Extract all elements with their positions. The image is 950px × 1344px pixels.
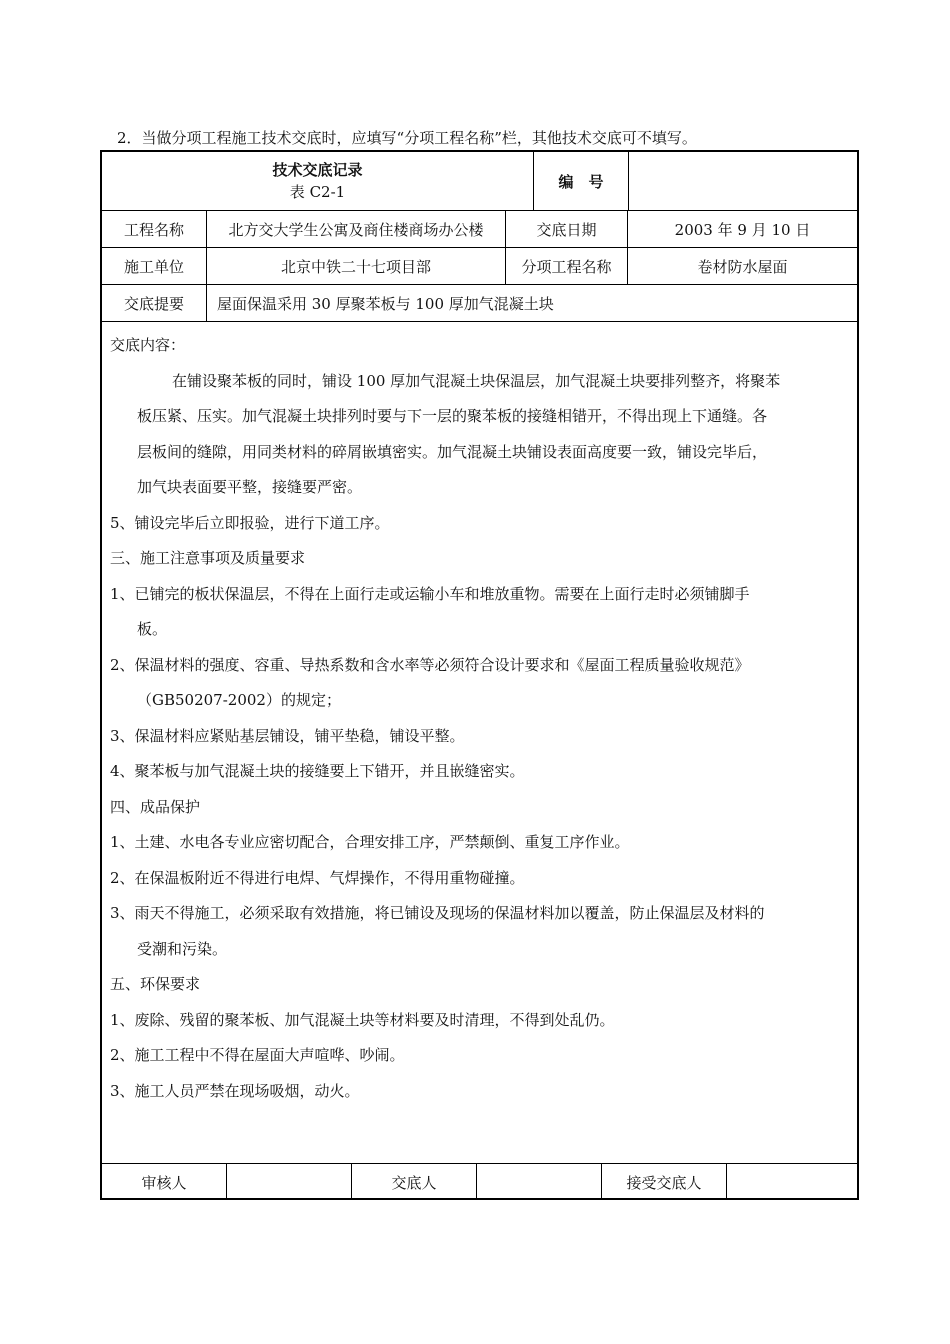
section-3-item: 3、保温材料应紧贴基层铺设，铺平垫稳，铺设平整。: [110, 726, 465, 745]
project-name-label: 工程名称: [123, 220, 184, 239]
date-value[interactable]: 2003 年 9 月 10 日: [674, 220, 811, 239]
form-title: 技术交底记录: [272, 161, 363, 179]
unit-label: 施工单位: [123, 257, 184, 276]
section-5-heading: 五、环保要求: [110, 975, 201, 993]
receiver-field[interactable]: [727, 1164, 857, 1200]
unit-value[interactable]: 北京中铁二十七项目部: [280, 257, 431, 276]
summary-value[interactable]: 屋面保温采用 30 厚聚苯板与 100 厚加气混凝土块: [217, 294, 554, 313]
number-label: 编 号: [558, 172, 604, 191]
section-4-item-cont: 受潮和污染。: [137, 939, 228, 958]
sub-project-value[interactable]: 卷材防水屋面: [697, 257, 788, 276]
section-4-item: 3、雨天不得施工，必须采取有效措施，将已铺设及现场的保温材料加以覆盖，防止保温层及材料的: [110, 904, 765, 922]
para1-line: 层板间的缝隙，用同类材料的碎屑嵌填密实。加气混凝土块铺设表面高度要一致，铺设完毕后，: [137, 442, 768, 461]
form-note: 2．当做分项工程施工技术交底时，应填写“分项工程名称”栏，其他技术交底可不填写。: [117, 129, 697, 147]
summary-label: 交底提要: [123, 294, 184, 313]
section-3-item-cont: （GB50207-2002）的规定；: [137, 691, 341, 709]
section-3-item: 4、聚苯板与加气混凝土块的接缝要上下错开，并且嵌缝密实。: [110, 762, 525, 780]
reviewer-field[interactable]: [227, 1164, 351, 1200]
para1-line: 在铺设聚苯板的同时，铺设 100 厚加气混凝土块保温层，加气混凝土块要排列整齐，将聚苯: [172, 371, 781, 390]
section-4-item: 2、在保温板附近不得进行电焊、气焊操作，不得用重物碰撞。: [110, 868, 525, 887]
section-3-item: 1、已铺完的板状保温层，不得在上面行走或运输小车和堆放重物。需要在上面行走时必须铺脚手: [110, 584, 750, 603]
sub-project-label: 分项工程名称: [521, 257, 612, 276]
discloser-label: 交底人: [391, 1173, 437, 1192]
disclosure-form: [100, 150, 859, 1200]
para1-line: 加气块表面要平整，接缝要严密。: [137, 478, 363, 496]
receiver-label: 接受交底人: [626, 1173, 702, 1192]
item-5: 5、铺设完毕后立即报验，进行下道工序。: [110, 513, 390, 532]
section-3-item: 2、保温材料的强度、容重、导热系数和含水率等必须符合设计要求和《屋面工程质量验收规范》: [110, 655, 750, 674]
section-4-item: 1、土建、水电各专业应密切配合，合理安排工序，严禁颠倒、重复工序作业。: [110, 833, 630, 851]
number-value[interactable]: [629, 152, 857, 210]
section-4-heading: 四、成品保护: [110, 797, 201, 816]
para1-line: 板压紧、压实。加气混凝土块排列时要与下一层的聚苯板的接缝相错开，不得出现上下通缝。各: [137, 407, 768, 425]
section-3-heading: 三、施工注意事项及质量要求: [110, 549, 306, 567]
form-code: 表 C2-1: [289, 183, 346, 201]
discloser-field[interactable]: [477, 1164, 601, 1200]
section-5-item: 1、废除、残留的聚苯板、加气混凝土块等材料要及时清理，不得到处乱仍。: [110, 1010, 615, 1029]
reviewer-label: 审核人: [141, 1173, 187, 1192]
project-name-value[interactable]: 北方交大学生公寓及商住楼商场办公楼: [228, 220, 484, 239]
section-5-item: 3、施工人员严禁在现场吸烟，动火。: [110, 1081, 360, 1100]
section-5-item: 2、施工工程中不得在屋面大声喧哗、吵闹。: [110, 1046, 405, 1064]
disclosure-content: [110, 328, 850, 1109]
date-label: 交底日期: [536, 220, 597, 239]
form-title-block: [102, 152, 533, 210]
section-3-item-cont: 板。: [137, 620, 168, 638]
content-heading: 交底内容：: [110, 336, 186, 354]
